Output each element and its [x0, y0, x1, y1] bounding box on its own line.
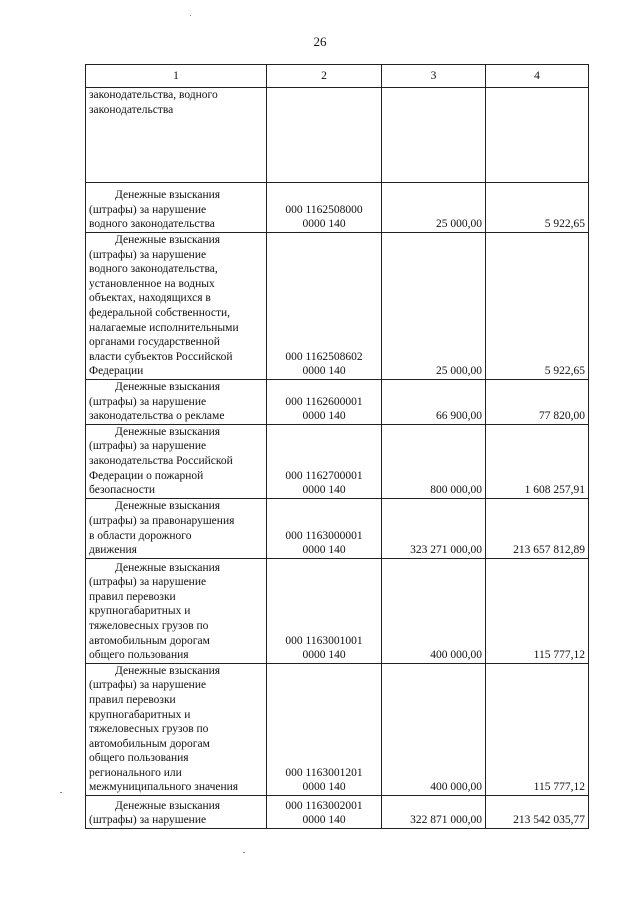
actual-amount: 115 777,12 [486, 558, 589, 663]
description-line: органами государственной [89, 336, 220, 349]
budget-code-line: 0000 140 [302, 814, 346, 827]
description-line: в области дорожного [89, 529, 192, 542]
budget-code-line: 000 1162508000 [285, 203, 363, 216]
table-row [86, 498, 589, 558]
budget-code [267, 558, 382, 663]
scan-mark [60, 792, 62, 793]
row-description [86, 183, 267, 233]
budget-code-line: 000 1163002001 [285, 799, 363, 812]
budget-code-line: 0000 140 [302, 365, 346, 378]
table-row [86, 379, 589, 424]
actual-amount: 213 542 035,77 [486, 796, 589, 829]
description-line: (штрафы) за нарушение [89, 248, 207, 261]
budget-code-line: 000 1162508602 [285, 350, 363, 363]
budget-code-line: 0000 140 [302, 781, 346, 794]
description-line: крупногабаритных и [89, 605, 191, 618]
description-line: законодательства, водного [89, 89, 218, 101]
description-line: (штрафы) за нарушение [89, 395, 207, 408]
description-line: крупногабаритных и [89, 708, 191, 721]
description-line: законодательства Российской [89, 454, 233, 467]
description-line: (штрафы) за нарушение [89, 440, 207, 453]
description-line: тяжеловесных грузов по [89, 619, 209, 632]
planned-amount: 25 000,00 [382, 233, 486, 380]
actual-amount: 5 922,65 [486, 233, 589, 380]
table-row [86, 558, 589, 663]
planned-amount: 323 271 000,00 [382, 498, 486, 558]
description-line: общего пользования [89, 649, 189, 662]
table-row [86, 424, 589, 498]
budget-code [267, 663, 382, 795]
description-line: (штрафы) за правонарушения [89, 514, 235, 527]
budget-code-line: 0000 140 [302, 544, 346, 557]
description-line: Денежные взыскания [115, 234, 221, 246]
planned-amount [382, 88, 486, 183]
table-row [86, 796, 589, 829]
table-row [86, 663, 589, 795]
budget-table [85, 64, 589, 829]
description-line: установленное на водных [89, 277, 215, 290]
planned-amount: 400 000,00 [382, 663, 486, 795]
description-line: автомобильным дорогам [89, 634, 210, 647]
row-description [86, 498, 267, 558]
description-line: Денежные взыскания [115, 500, 221, 513]
budget-code-line: 0000 140 [302, 484, 346, 497]
budget-code [267, 183, 382, 233]
description-line: межмуниципального значения [89, 781, 239, 794]
actual-amount: 77 820,00 [486, 379, 589, 424]
description-line: (штрафы) за нарушение [89, 576, 207, 589]
page-number: 26 [313, 34, 327, 49]
description-line: федеральной собственности, [89, 306, 231, 319]
description-line: Денежные взыскания [115, 189, 221, 202]
actual-amount [486, 88, 589, 183]
description-line: Федерации [89, 365, 144, 378]
description-line: автомобильным дорогам [89, 737, 210, 750]
table-row [86, 88, 589, 183]
actual-amount: 5 922,65 [486, 183, 589, 233]
budget-code [267, 88, 382, 183]
description-line: водного законодательства, [89, 263, 218, 276]
description-line: тяжеловесных грузов по [89, 723, 209, 736]
budget-code-line: 000 1163001001 [285, 634, 363, 647]
actual-amount: 115 777,12 [486, 663, 589, 795]
table-row [86, 183, 589, 233]
description-line: безопасности [89, 484, 156, 497]
budget-code-line: 0000 140 [302, 649, 346, 662]
row-description [86, 424, 267, 498]
row-description [86, 379, 267, 424]
description-line: правил перевозки [89, 693, 176, 706]
description-line: Федерации о пожарной [89, 469, 204, 482]
planned-amount: 800 000,00 [382, 424, 486, 498]
description-line: правил перевозки [89, 590, 176, 603]
budget-code [267, 233, 382, 380]
column-header: 4 [486, 65, 589, 88]
description-line: Денежные взыскания [115, 380, 221, 393]
budget-code-line: 000 1163001201 [285, 766, 363, 779]
description-line: законодательства [89, 103, 174, 116]
actual-amount: 213 657 812,89 [486, 498, 589, 558]
description-line: законодательства о рекламе [89, 410, 225, 423]
description-line: Денежные взыскания [115, 664, 221, 677]
row-description [86, 558, 267, 663]
budget-code-line: 0000 140 [302, 410, 346, 423]
row-description [86, 88, 267, 183]
budget-code [267, 379, 382, 424]
actual-amount: 1 608 257,91 [486, 424, 589, 498]
scan-mark [243, 852, 245, 853]
budget-code-line: 000 1162600001 [285, 395, 363, 408]
header-row [86, 65, 589, 88]
row-description [86, 796, 267, 829]
description-line: регионального или [89, 766, 182, 779]
budget-code [267, 498, 382, 558]
budget-code [267, 796, 382, 829]
budget-code [267, 424, 382, 498]
row-description [86, 663, 267, 795]
description-line: Денежные взыскания [115, 799, 221, 812]
description-line: налагаемые исполнительными [89, 321, 239, 334]
description-line: движения [89, 544, 137, 557]
budget-table-body [86, 65, 589, 829]
budget-code-line: 000 1162700001 [285, 469, 363, 482]
description-line: Денежные взыскания [115, 425, 221, 438]
scan-mark [190, 15, 191, 16]
row-description [86, 233, 267, 380]
planned-amount: 25 000,00 [382, 183, 486, 233]
planned-amount: 66 900,00 [382, 379, 486, 424]
description-line: Денежные взыскания [115, 561, 221, 574]
planned-amount: 322 871 000,00 [382, 796, 486, 829]
column-header: 1 [86, 65, 267, 88]
planned-amount: 400 000,00 [382, 558, 486, 663]
description-line: объектах, находящихся в [89, 292, 211, 305]
budget-code-line: 0000 140 [302, 218, 346, 231]
description-line: (штрафы) за нарушение [89, 203, 207, 216]
description-line: водного законодательства [89, 218, 215, 231]
table-row [86, 233, 589, 380]
budget-code-line: 000 1163000001 [285, 529, 363, 542]
description-line: общего пользования [89, 752, 189, 765]
description-line: (штрафы) за нарушение [89, 814, 207, 827]
column-header: 3 [382, 65, 486, 88]
description-line: власти субъектов Российской [89, 350, 233, 363]
description-line: (штрафы) за нарушение [89, 679, 207, 692]
column-header: 2 [267, 65, 382, 88]
